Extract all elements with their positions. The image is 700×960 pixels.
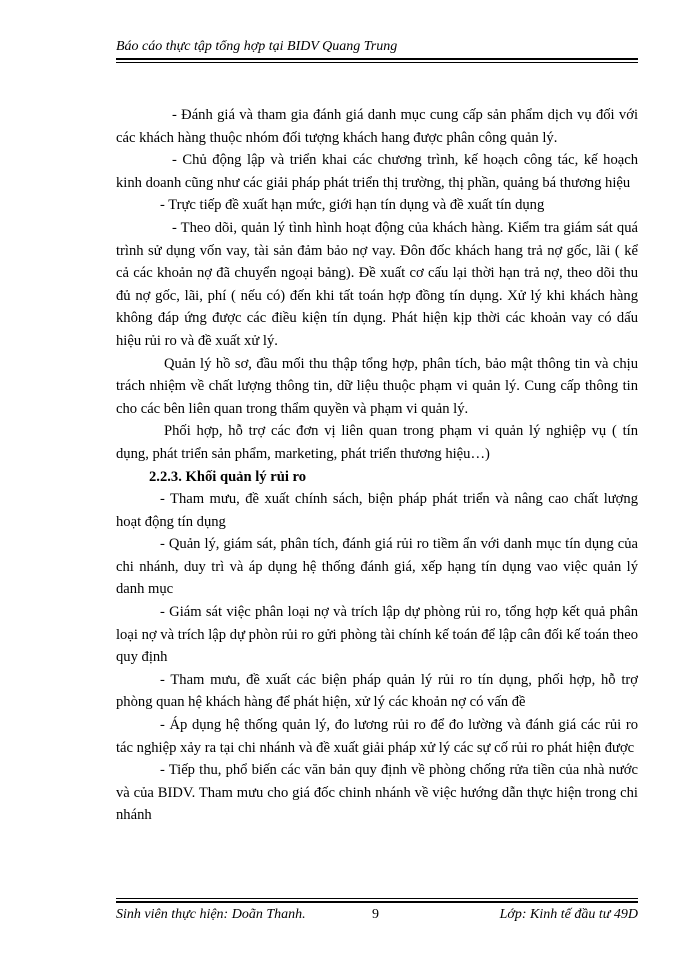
paragraph: Quản lý hồ sơ, đầu mối thu thập tổng hợp, phân tích, bảo mật thông tin và chịu trách nhiệm về chất lượng thông tin, dữ liệu thuộc phạm vi quản lý. Cung cấp thông tin cho các bên liên quan trong thẩm quyền và phạm vi quản lý. [116,355,638,417]
paragraph: - Áp dụng hệ thống quản lý, đo lương rủi ro để đo lường và đánh giá các rủi ro tác nghiệp xảy ra tại chi nhánh và đề xuất giải pháp xử lý các sự cố rủi ro phát hiện được [116,717,638,756]
paragraph: - Quản lý, giám sát, phân tích, đánh giá rủi ro tiềm ẩn với danh mục tín dụng của chi nhánh, duy trì và áp dụng hệ thống đánh giá, xếp hạng tín dụng vao việc quản lý danh mục [116,536,638,598]
paragraph: Phối hợp, hỗ trợ các đơn vị liên quan trong phạm vi quản lý nghiệp vụ ( tín dụng, phát triển sản phẩm, marketing, phát triển thương hiệu…) [116,423,638,462]
paragraph: - Tiếp thu, phổ biến các văn bản quy định về phòng chống rửa tiền của nhà nước và của BIDV. Tham mưu cho giá đốc chinh nhánh về việc hướng dẫn thực hiện trong chi nhánh [116,762,638,824]
footer-rule [116,901,638,903]
paragraph: - Đánh giá và tham gia đánh giá danh mục cung cấp sản phẩm dịch vụ đối với các khách hàng thuộc nhóm đối tượng khách hang được phân công quản lý. [116,107,638,146]
paragraph: - Chủ động lập và triển khai các chương trình, kế hoạch công tác, kế hoạch kinh doanh cũng như các giải pháp phát triển thị trường, thị phần, quảng bá thương hiệu [116,152,638,191]
document-body [116,104,638,827]
footer-class: Lớp: Kinh tế đầu tư 49D [499,907,638,922]
paragraph: - Giám sát việc phân loại nợ và trích lập dự phòng rủi ro, tổng hợp kết quả phân loại nợ và trích lập dự phòn rủi ro gửi phòng tài chính kế toán để lập cân đối kế toán theo quy định [116,604,638,666]
header-rule-thin [116,62,638,63]
paragraph: - Tham mưu, đề xuất các biện pháp quản lý rủi ro tín dụng, phối hợp, hỗ trợ phòng quan hệ khách hàng để phát hiện, xử lý các khoản nợ có vấn đề [116,671,638,711]
page-number: 9 [372,907,379,922]
footer-author: Sinh viên thực hiện: Doãn Thanh. [116,907,306,922]
paragraph: - Trực tiếp đề xuất hạn mức, giới hạn tín dụng và đề xuất tín dụng [160,197,545,214]
header-rule [116,58,638,60]
footer-rule-thin [116,898,638,899]
page-header-title: Báo cáo thực tập tổng hợp tại BIDV Quang Trung [116,39,398,54]
section-heading: 2.2.3. Khối quản lý rủi ro [149,468,307,485]
paragraph: - Theo dõi, quản lý tình hình hoạt động của khách hàng. Kiểm tra giám sát quá trình sử dụng vốn vay, tài sản đảm bảo nợ vay. Đôn đốc khách hang trả nợ gốc, lãi ( kể cả các khoản nợ đã chuyển ngoại bảng). Đề xuất cơ cấu lại thời hạn trả nợ, theo dõi thu đủ nợ gốc, lãi, phí ( nếu có) đến khi tất toán hợp đồng tín dụng. Xử lý khi khách hàng không đáp ứng được các điều kiện tín dụng. Phát hiện kịp thời các khoản vay có dấu hiệu rủi ro và đề xuất xử lý. [116,219,638,349]
paragraph: - Tham mưu, đề xuất chính sách, biện pháp phát triển và nâng cao chất lượng hoạt động tín dụng [116,491,638,530]
